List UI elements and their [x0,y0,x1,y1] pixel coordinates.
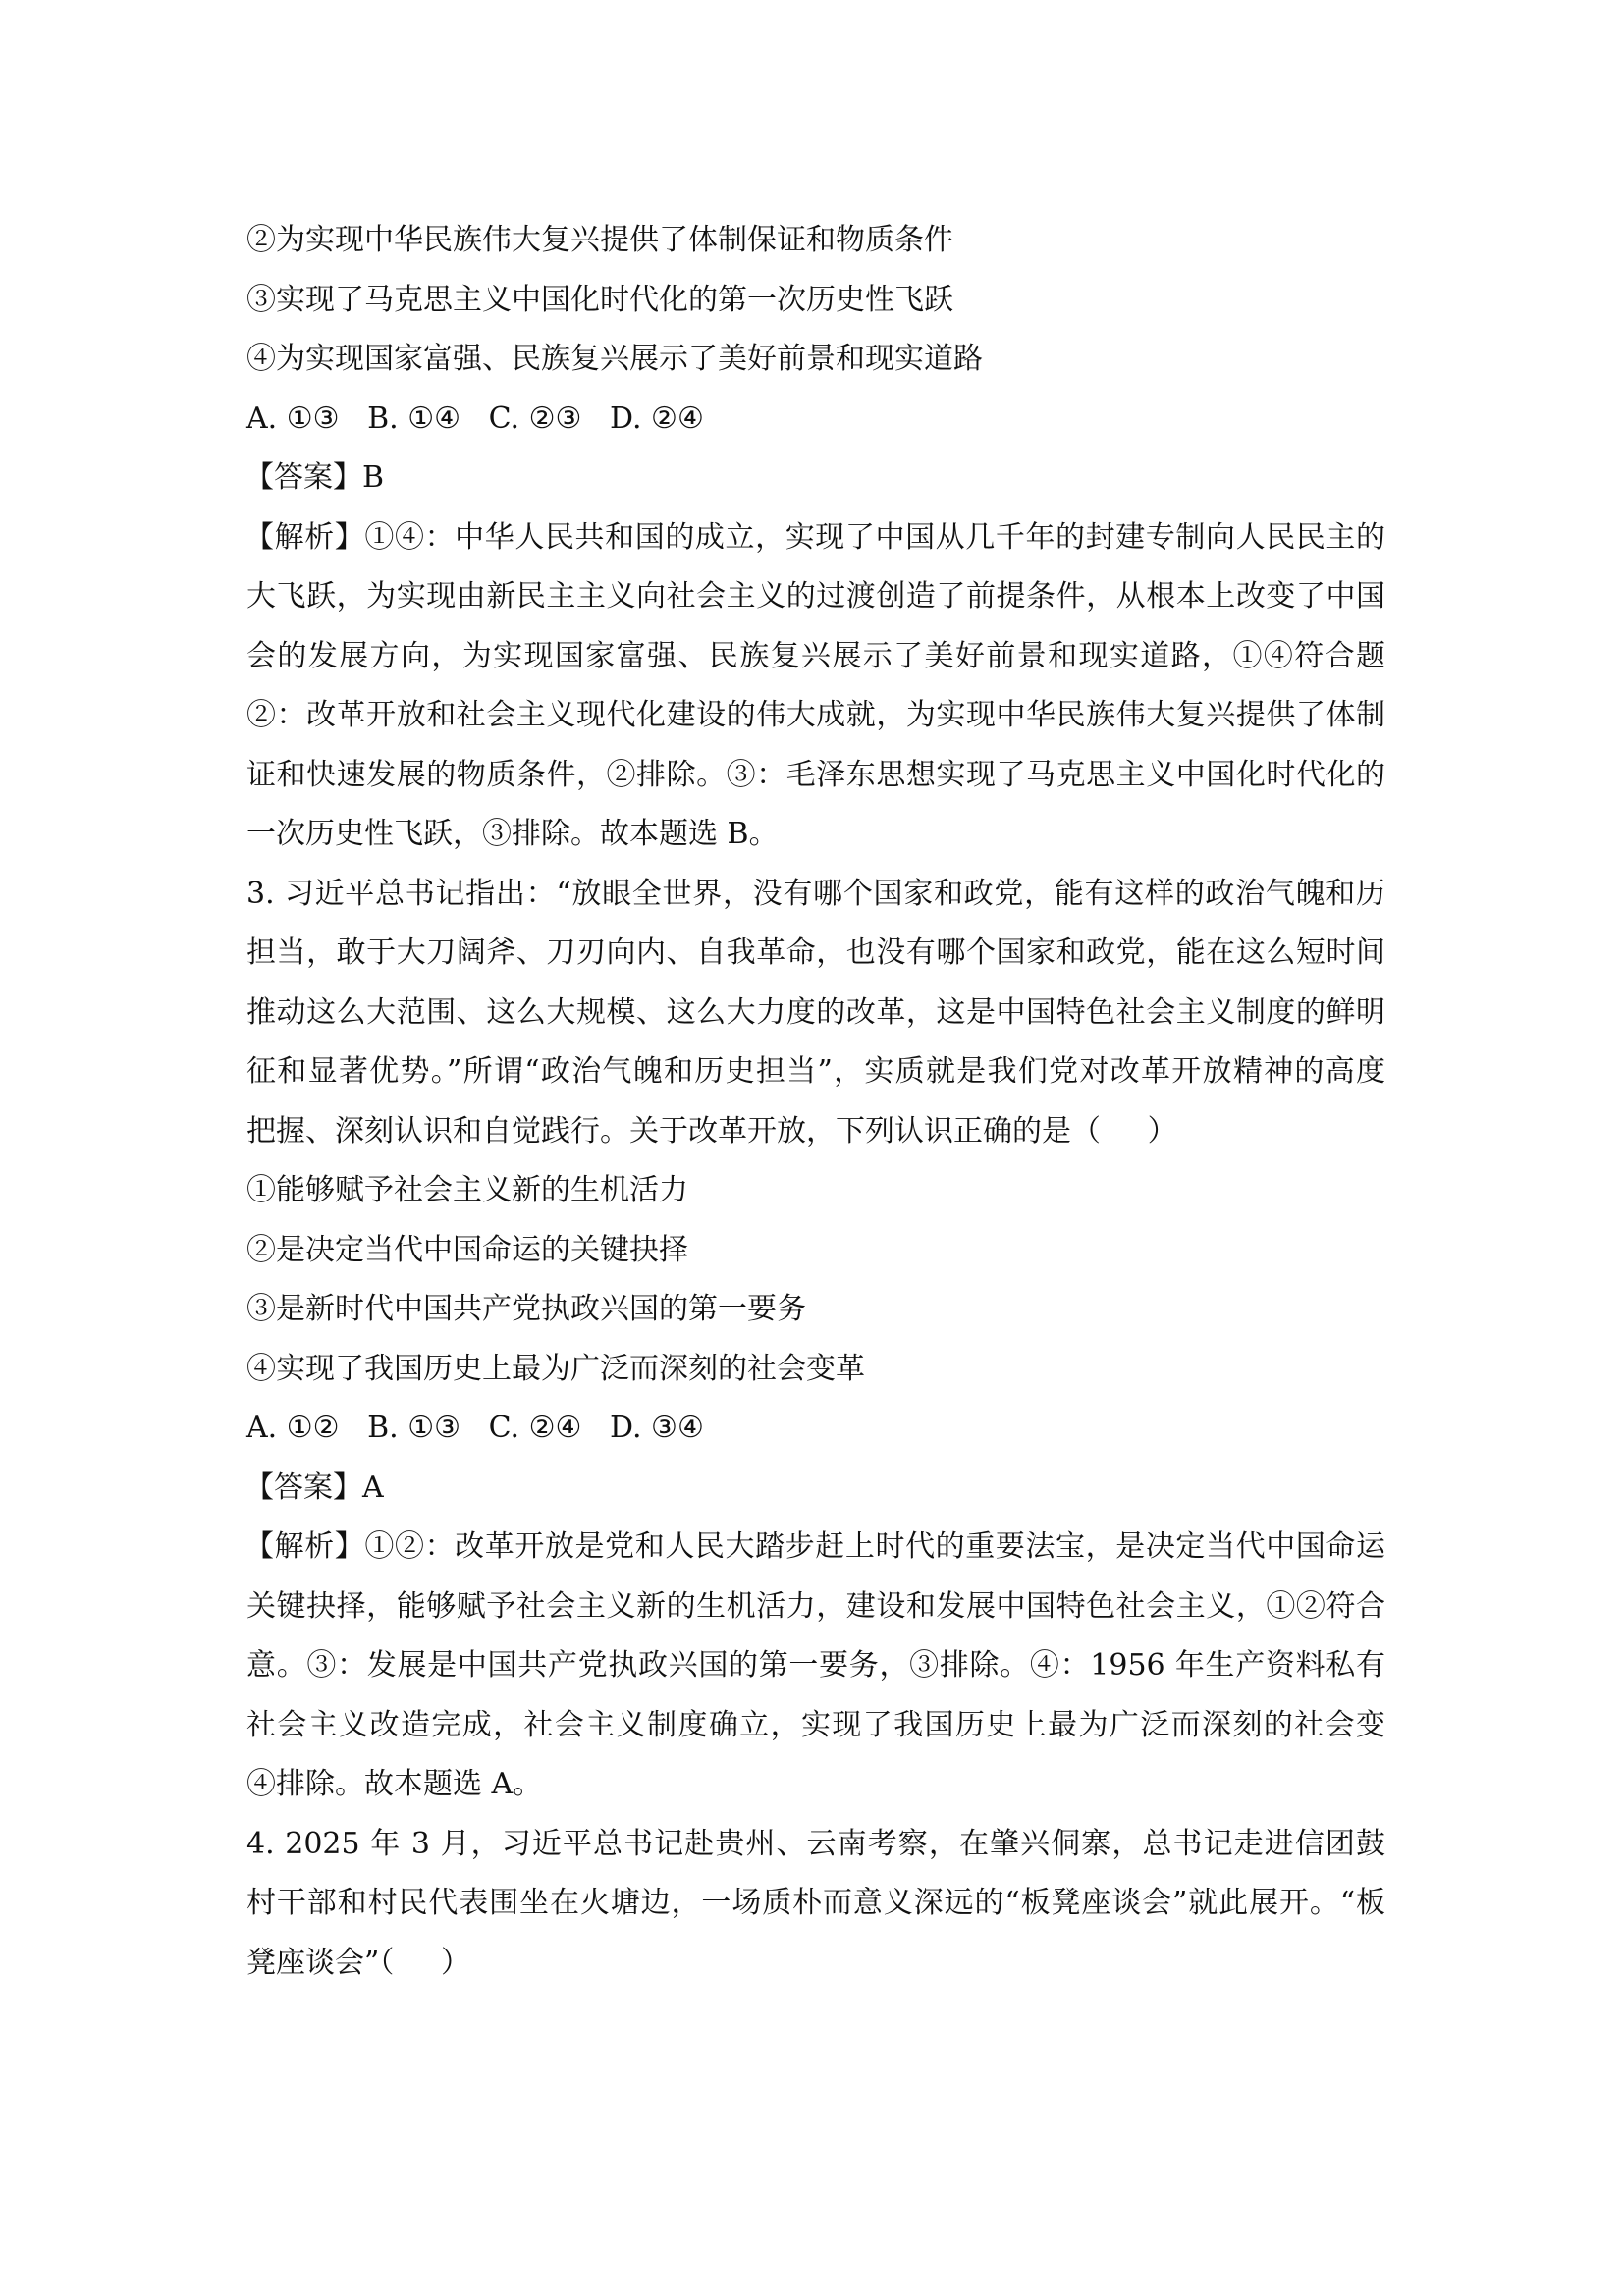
q3-choices: A. ①② B. ①③ C. ②④ D. ③④ [246,1411,704,1445]
q3-stem-line-2: 担当，敢于大刀阔斧、刀刃向内、自我革命，也没有哪个国家和政党，能在这么短时间 [246,935,1385,970]
q2-option-2: ②为实现中华民族伟大复兴提供了体制保证和物质条件 [246,223,953,257]
q2-analysis-line-1: 【解析】①④：中华人民共和国的成立，实现了中国从几千年的封建专制向人民民主的 [244,519,1385,555]
q2-choices: A. ①③ B. ①④ C. ②③ D. ②④ [246,400,704,436]
q3-stem-line-4: 征和显著优势。”所谓“政治气魄和历史担当”，实质就是我们党对改革开放精神的高度 [246,1054,1385,1089]
document-page [246,211,1385,1993]
q2-answer: 【答案】B [244,460,385,495]
q2-analysis-line-5: 证和快速发展的物质条件，②排除。③：毛泽东思想实现了马克思主义中国化时代化的 [246,757,1385,792]
q3-option-3: ③是新时代中国共产党执政兴国的第一要务 [246,1292,806,1326]
q3-option-1: ①能够赋予社会主义新的生机活力 [246,1173,688,1207]
q3-analysis-line-3: 意。③：发展是中国共产党执政兴国的第一要务，③排除。④：1956 年生产资料私有 [246,1648,1385,1682]
q3-stem-line-1: 3. 习近平总书记指出：“放眼全世界，没有哪个国家和政党，能有这样的政治气魄和历 [246,876,1385,911]
q2-analysis-line-4: ②：改革开放和社会主义现代化建设的伟大成就，为实现中华民族伟大复兴提供了体制 [246,698,1385,732]
q4-stem-line-2: 村干部和村民代表围坐在火塘边，一场质朴而意义深远的“板凳座谈会”就此展开。“板 [246,1886,1385,1920]
q2-option-4: ④为实现国家富强、民族复兴展示了美好前景和现实道路 [246,342,983,376]
q3-analysis-line-1: 【解析】①②：改革开放是党和人民大踏步赶上时代的重要法宝，是决定当代中国命运 [244,1529,1385,1564]
q3-option-4: ④实现了我国历史上最为广泛而深刻的社会变革 [246,1351,865,1386]
q3-stem-line-5: 把握、深刻认识和自觉践行。关于改革开放，下列认识正确的是（ ） [246,1113,1177,1148]
q3-option-2: ②是决定当代中国命运的关键抉择 [246,1232,688,1267]
q3-analysis-line-2: 关键抉择，能够赋予社会主义新的生机活力，建设和发展中国特色社会主义，①②符合 [246,1588,1385,1624]
q3-analysis-line-4: 社会主义改造完成，社会主义制度确立，实现了我国历史上最为广泛而深刻的社会变 [246,1707,1385,1742]
q2-option-3: ③实现了马克思主义中国化时代化的第一次历史性飞跃 [246,282,953,317]
q2-analysis-line-6: 一次历史性飞跃，③排除。故本题选 B。 [246,817,779,851]
q4-stem-line-3: 凳座谈会”（ ） [246,1945,471,1980]
q3-stem-line-3: 推动这么大范围、这么大规模、这么大力度的改革，这是中国特色社会主义制度的鲜明 [246,994,1385,1030]
q2-analysis-line-2: 大飞跃，为实现由新民主主义向社会主义的过渡创造了前提条件，从根本上改变了中国 [246,579,1385,614]
q3-analysis-line-5: ④排除。故本题选 A。 [246,1767,543,1801]
q4-stem-line-1: 4. 2025 年 3 月，习近平总书记赴贵州、云南考察，在肇兴侗寨，总书记走进信团鼓 [246,1826,1385,1861]
q2-analysis-line-3: 会的发展方向，为实现国家富强、民族复兴展示了美好前景和现实道路，①④符合题 [246,638,1385,673]
q3-answer: 【答案】A [244,1469,384,1505]
